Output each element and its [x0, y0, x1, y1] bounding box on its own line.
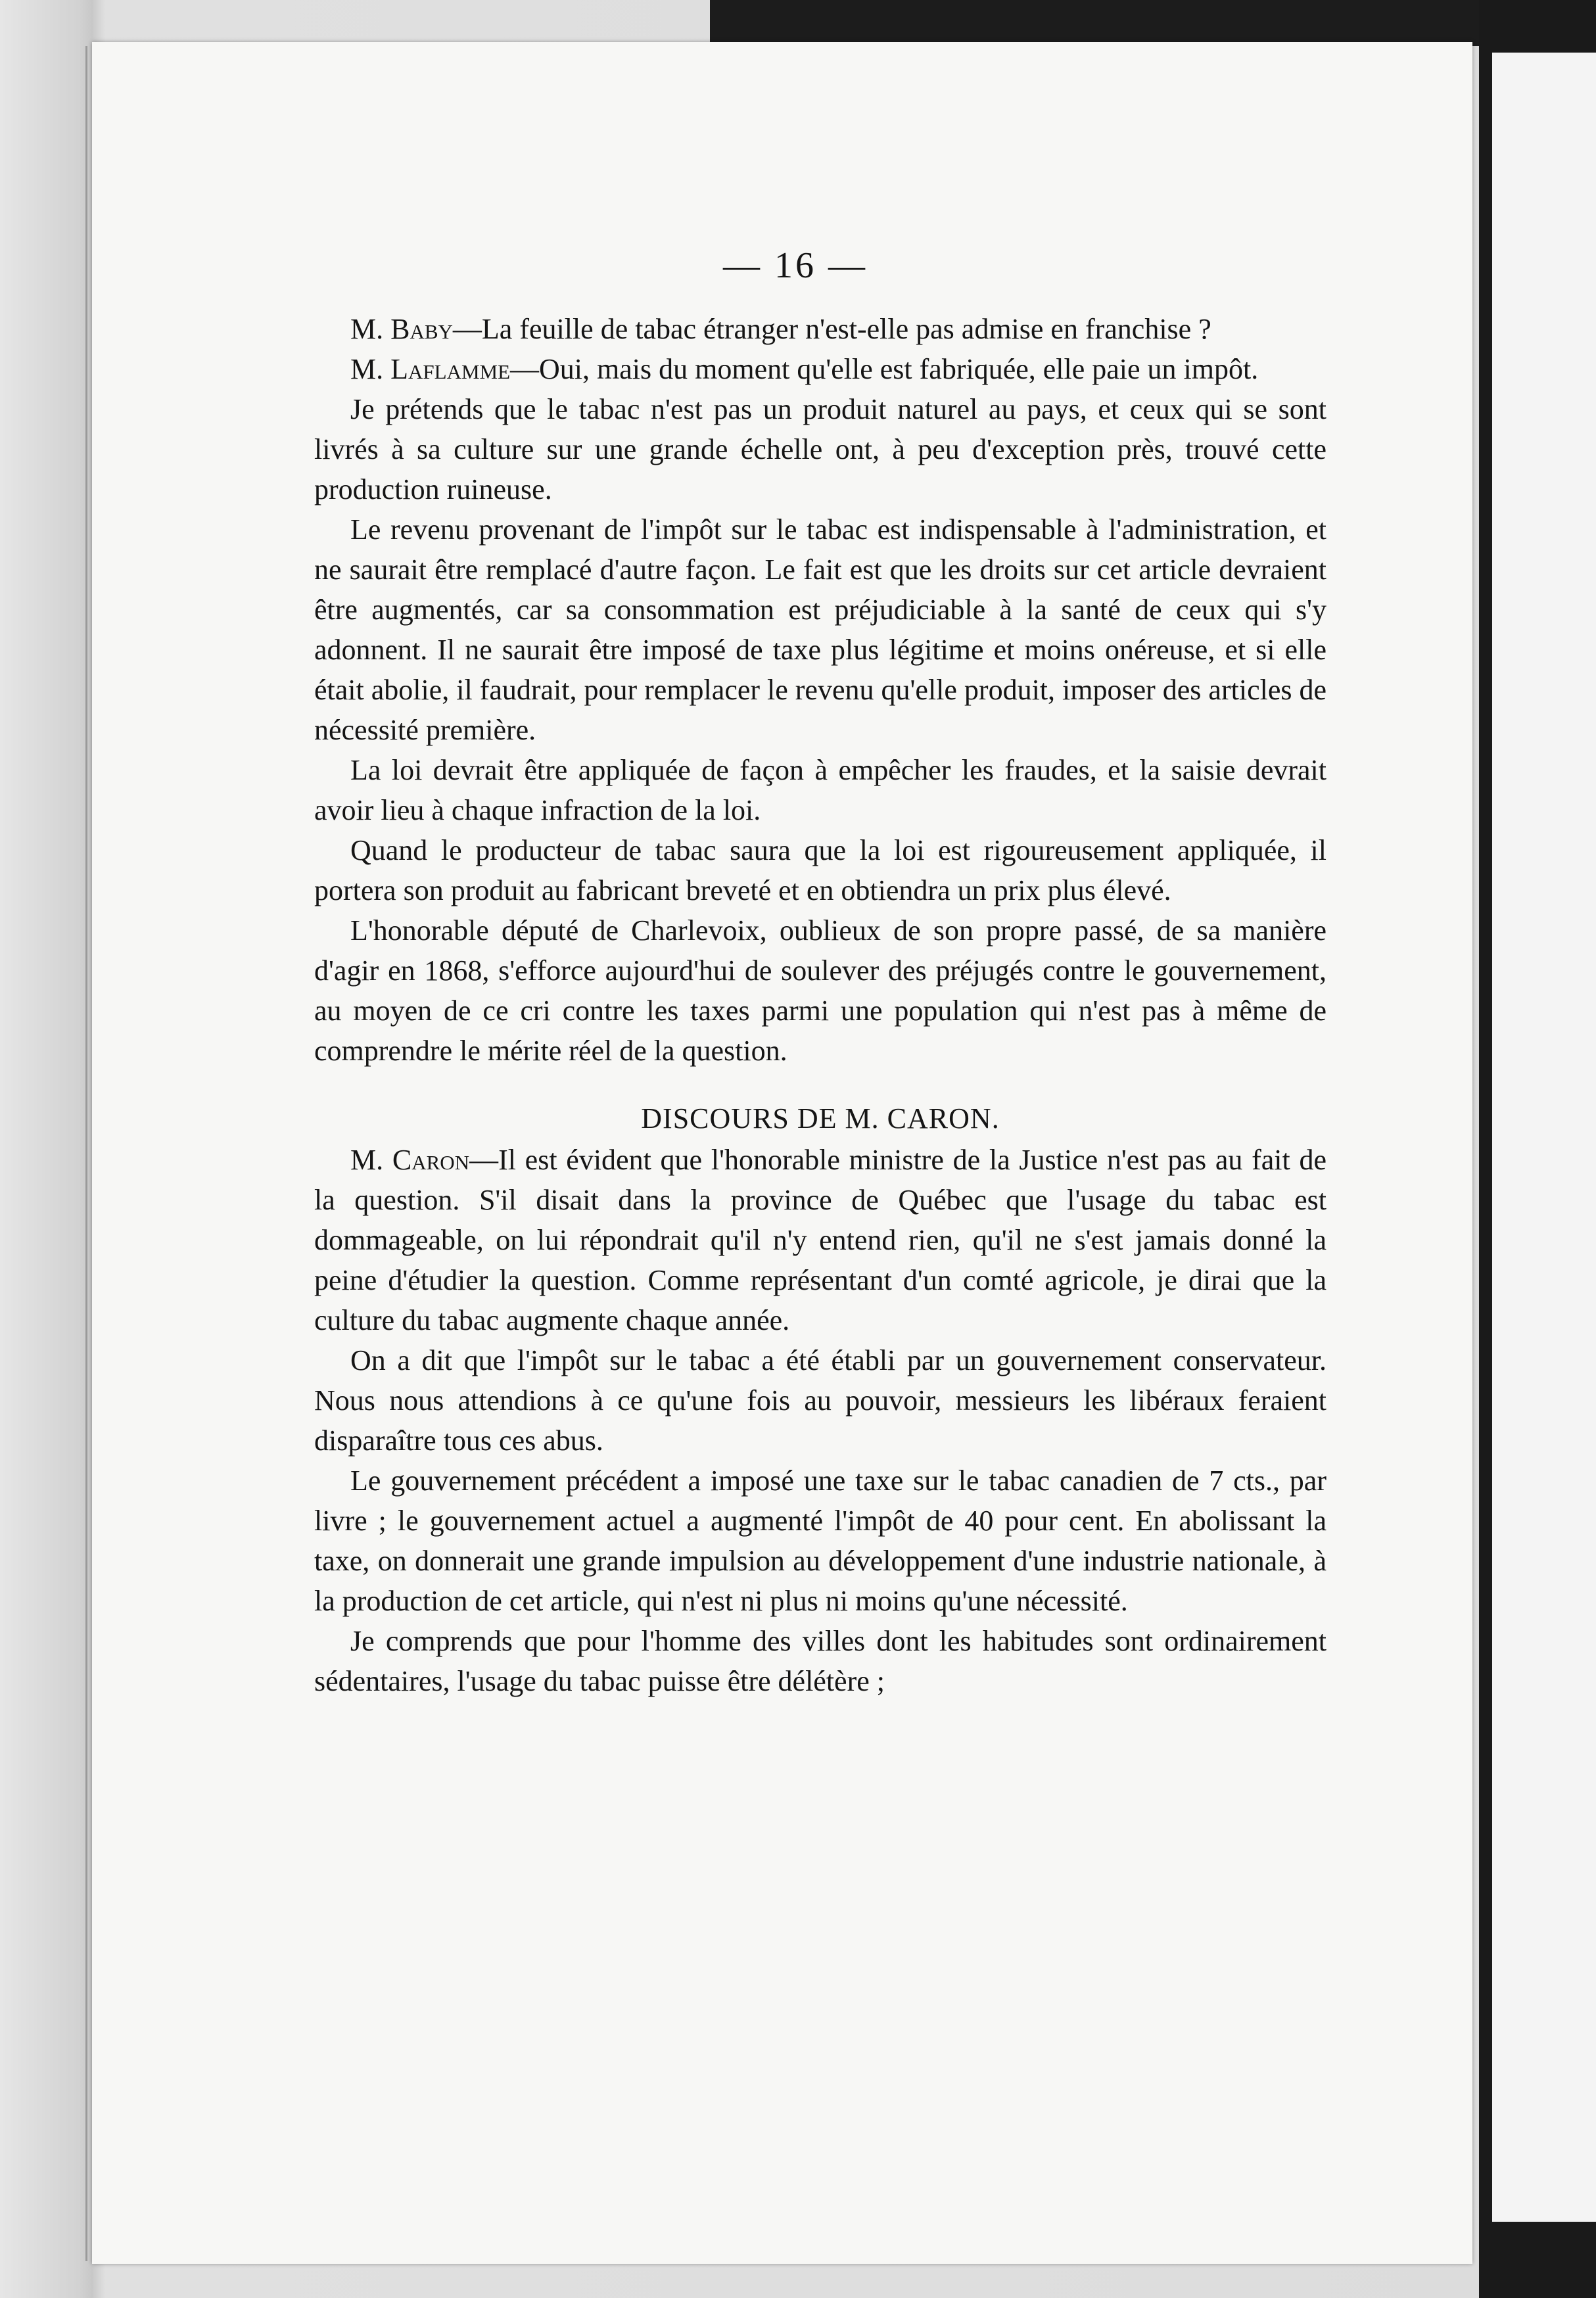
paragraph — [314, 1461, 1326, 1621]
paragraph — [314, 830, 1326, 910]
speaker-name: M. Caron— — [350, 1144, 499, 1176]
paragraph — [314, 509, 1326, 750]
paragraph — [314, 309, 1326, 349]
scan-dark-border-top — [710, 0, 1596, 46]
paragraph-text: Il est évident que l'honorable ministre de la Justice n'est pas au fait de la question. S'il disait dans la province de Québec que l'usage du tabac est dommageable, on lui répondrait qu'il n'y entend rien, qu'il ne s'est jamais donné la peine d'étudier la question. Comme représentant d'un comté agricole, je dirai que la culture du tabac augmente chaque année. — [314, 1144, 1327, 1336]
paragraph — [314, 389, 1326, 509]
adjacent-page-edge — [1492, 53, 1596, 2222]
paragraph — [314, 349, 1326, 389]
paragraphs-after-heading — [314, 1140, 1326, 1701]
paragraph-text: On a dit que l'impôt sur le tabac a été établi par un gouvernement conservateur. Nous nous attendions à ce qu'une fois au pouvoir, messieurs les libéraux feraient disparaître tous ces abus. — [314, 1344, 1326, 1457]
paragraphs-before-heading — [314, 309, 1326, 1071]
paragraph-text: La feuille de tabac étranger n'est-elle pas admise en franchise ? — [481, 313, 1211, 345]
speaker-name: M. Laflamme— — [350, 353, 540, 385]
paragraph — [314, 910, 1326, 1071]
paragraph-text: L'honorable député de Charlevoix, oublieux de son propre passé, de sa manière d'agir en 1868, s'efforce aujourd'hui de soulever des préjugés contre le gouvernement, au moyen de ce cri contre les taxes parmi une population qui n'est pas à même de comprendre le mérite réel de la question. — [314, 914, 1326, 1067]
paragraph — [314, 1140, 1326, 1340]
page-text — [314, 309, 1326, 1701]
paragraph-text: Je comprends que pour l'homme des villes dont les habitudes sont ordinairement sédentaires, l'usage du tabac puisse être délétère ; — [314, 1625, 1326, 1697]
paragraph — [314, 750, 1326, 830]
section-heading: DISCOURS DE M. CARON. — [641, 1102, 1000, 1135]
paragraph-text: La loi devrait être appliquée de façon à empêcher les fraudes, et la saisie devrait avoir lieu à chaque infraction de la loi. — [314, 754, 1326, 826]
paragraph-text: Le revenu provenant de l'impôt sur le tabac est indispensable à l'administration, et ne saurait être remplacé d'autre façon. Le fait est que les droits sur cet article devraient être augmentés, car sa consommation est préjudiciable à la santé de ceux qui s'y adonnent. Il ne saurait être imposé de taxe plus légitime et moins onéreuse, et si elle était abolie, il faudrait, pour remplacer le revenu qu'elle produit, imposer des articles de nécessité première. — [314, 513, 1326, 746]
paragraph-text: Je prétends que le tabac n'est pas un produit naturel au pays, et ceux qui se sont livrés à sa culture sur une grande échelle ont, à peu d'exception près, trouvé cette production ruineuse. — [314, 393, 1326, 505]
page-number: — 16 — — [723, 245, 868, 286]
paragraph-text: Le gouvernement précédent a imposé une taxe sur le tabac canadien de 7 cts., par livre ; le gouvernement actuel a augmenté l'impôt de 40 pour cent. En abolissant la taxe, on donnerait une grande impulsion au développement d'une industrie nationale, à la production de cet article, qui n'est ni plus ni moins qu'une nécessité. — [314, 1465, 1326, 1617]
paragraph-text: Oui, mais du moment qu'elle est fabriquée, elle paie un impôt. — [539, 353, 1259, 385]
paragraph-text: Quand le producteur de tabac saura que la loi est rigoureusement appliquée, il portera son produit au fabricant breveté et en obtiendra un prix plus élevé. — [314, 834, 1326, 906]
paragraph — [314, 1340, 1326, 1461]
paragraph — [314, 1621, 1326, 1701]
speaker-name: M. Baby— — [350, 313, 482, 345]
